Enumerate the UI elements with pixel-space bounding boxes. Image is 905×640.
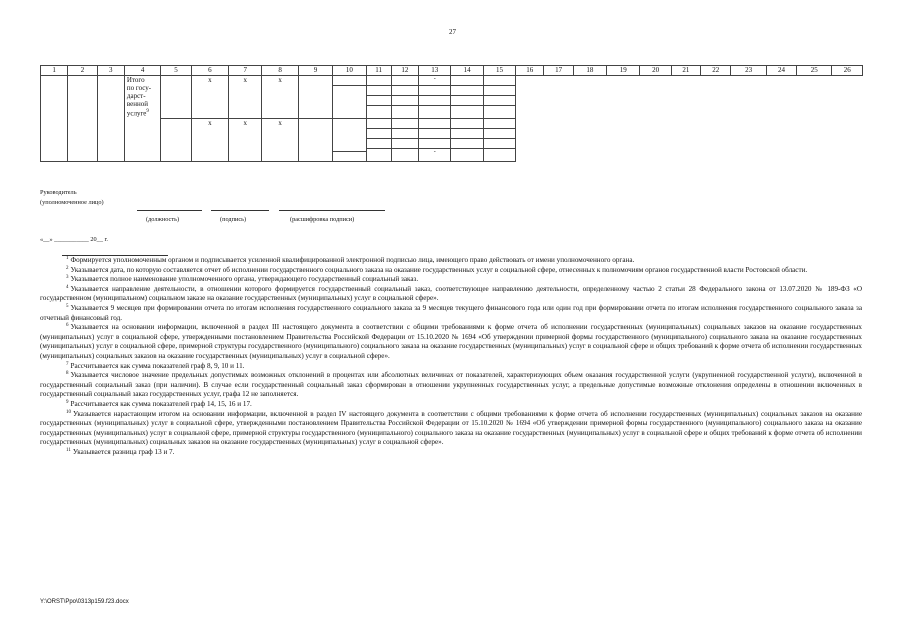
cell [298,76,332,119]
footnote: $^{11}$ Указывается разница граф 13 и 7. [66,447,175,456]
column-number: 7 [229,66,262,76]
footnote: $^9$ Рассчитывается как сумма показателей граф 14, 15, 16 и 17. [66,399,252,408]
empty-area [516,76,863,119]
label-line: дарст- [126,92,146,100]
column-number: 16 [516,66,544,76]
column-numbers-row [41,66,863,76]
cell [161,119,191,162]
total-row-2 [41,119,863,162]
footnote: $^7$ Рассчитывается как сумма показателей граф 8, 9, 10 и 11. [66,361,245,370]
date-line: «__» ___________ 20__ г. [40,236,108,243]
label-line: венной [126,100,149,108]
footnote: $^2$ Указывается дата, по которую составляется отчет об исполнении государственного социального заказа на оказание государственных услуг в социальной сфере, отнесенных к полномочиям органов государственной власти Ростовской области. [66,265,808,274]
x-cell: x [262,119,298,162]
column-number: 20 [640,66,671,76]
x-cell: x [229,76,262,119]
column-number: 10 [333,66,366,76]
split-cell [451,76,483,119]
cell [41,119,68,162]
footnote: $^{10}$ Указывается нарастающим итогом на основании информации, включенной в раздел IV настоящего документа в соответствии с общими требованиями к форме отчета об исполнении государственных (муниципальных) социальных заказов на оказание государственных (муниципальных) услуг в социальной сфере, утвержденными постановлением Правительства Российской Федерации от 15.10.2020 № 1694 «Об утверждении примерной формы государственного (муниципального) социального заказа на оказание государственных (муниципальных) услуг в социальной сфере, примерной структуры государственного (муниципального) социального заказа на оказание государственных (муниципальных) услуг в социальной сфере и общих требований к форме отчета об исполнении государственных (муниципальных) социальных заказов на оказание государственных (муниципальных) услуг в социальной сфере». [40,409,862,447]
column-number: 4 [124,66,160,76]
total-row-label [124,76,160,162]
split-cell [333,76,366,119]
split-cell [366,76,391,119]
column-number: 2 [68,66,97,76]
split-cell [451,119,483,162]
column-number: 15 [483,66,515,76]
x-cell: x [191,119,228,162]
footnote: $^3$ Указывается полное наименование уполномоченного органа, утверждающего государственный социальный заказ. [66,275,419,284]
cell [68,119,97,162]
split-cell [391,76,418,119]
column-number: 24 [766,66,796,76]
column-number: 12 [391,66,418,76]
empty-area [516,119,863,162]
footnote: $^8$ Указывается числовое значение предельных допустимых возможных отклонений в процентах или абсолютных величинах от показателей, характеризующих объем оказания государственной услуги (укрупненной государственной услуги), включенной в государственный социальный заказ (при наличии). В случае если государственный социальный заказ сформирован в отношении укрупненных государственных услуг, а предельные допустимые возможные отклонения определены в отношении включенных в государственный социальный заказ государственных услуг, графа 12 не заполняется. [40,371,862,399]
label-line: Итого [126,76,145,84]
column-number: 21 [671,66,700,76]
split-cell [391,119,418,162]
column-number: 17 [544,66,573,76]
column-number: 9 [298,66,332,76]
column-number: 13 [419,66,451,76]
column-number: 25 [797,66,832,76]
cell [97,76,124,119]
column-number: 6 [191,66,228,76]
cell [161,76,191,119]
x-cell: x [191,76,228,119]
decode-caption: (расшифровка подписи) [290,216,355,223]
signature-line [211,210,269,211]
column-number: 19 [607,66,640,76]
label-line: услуге$^9$ [126,109,149,118]
page-number: 27 [449,28,456,36]
split-cell [366,119,391,162]
column-number: 26 [832,66,863,76]
total-row-1 [41,76,863,119]
split-cell [483,76,515,119]
column-number: 3 [97,66,124,76]
x-cell: x [262,76,298,119]
column-number: 23 [731,66,766,76]
split-cell: - [419,76,451,119]
footnote: $^4$ Указывается направление деятельности, в отношении которого формируется государственный социальный заказ, соответствующее направлению деятельности, определенному частью 2 статьи 28 Федерального закона от 13.07.2020 № 189-ФЗ «О государственном (муниципальном) социальном заказе на оказание государственных (муниципальных) услуг в социальной сфере». [40,284,862,303]
column-number: 14 [451,66,483,76]
footnotes [40,256,862,457]
split-cell: - [419,119,451,162]
authorized-person-label: (уполномоченное лицо) [40,199,104,206]
file-path: Y:\ORST\Ppo\0313p159.f23.docx [40,599,129,605]
position-caption: (должность) [146,216,180,223]
column-number: 8 [262,66,298,76]
column-number: 18 [573,66,606,76]
cell [97,119,124,162]
head-label: Руководитель [40,189,77,196]
footnote: $^1$ Формируется уполномоченным органом и подписывается усиленной квалифицированной электронной подписью лица, имеющего право действовать от имени уполномоченного органа. [66,256,635,264]
split-cell [333,119,366,162]
signature-caption: (подпись) [220,216,247,223]
report-table [40,65,863,162]
label-line: по госу- [126,84,152,92]
column-number: 5 [161,66,191,76]
cell [41,76,68,119]
column-number: 11 [366,66,391,76]
footnote: $^6$ Указывается на основании информации, включенной в раздел III настоящего документа в соответствии с общими требованиями к форме отчета об исполнении государственных (муниципальных) социальных заказов на оказание государственных (муниципальных) услуг в социальной сфере, утвержденными постановлением Правительства Российской Федерации от 15.10.2020 № 1694 «Об утверждении примерной формы государственного (муниципального) социального заказа на оказание государственных (муниципальных) услуг в социальной сфере, примерной структуры государственного (муниципального) социального заказа на оказание государственных (муниципальных) услуг в социальной сфере и общих требований к форме отчета об исполнении государственных (муниципальных) социальных заказов на оказание государственных (муниципальных) услуг в социальной сфере». [40,323,862,360]
decode-line [279,210,385,211]
position-line [137,210,202,211]
footnote: $^5$ Указывается 9 месяцев при формировании отчета по итогам исполнения государственного социального заказа за 9 месяцев текущего финансового года или один год при формировании отчета по итогам исполнения государственного социального заказа за отчетный финансовый год. [40,303,862,322]
cell [68,76,97,119]
column-number: 22 [701,66,731,76]
x-cell: x [229,119,262,162]
cell [298,119,332,162]
split-cell [483,119,515,162]
column-number: 1 [41,66,68,76]
